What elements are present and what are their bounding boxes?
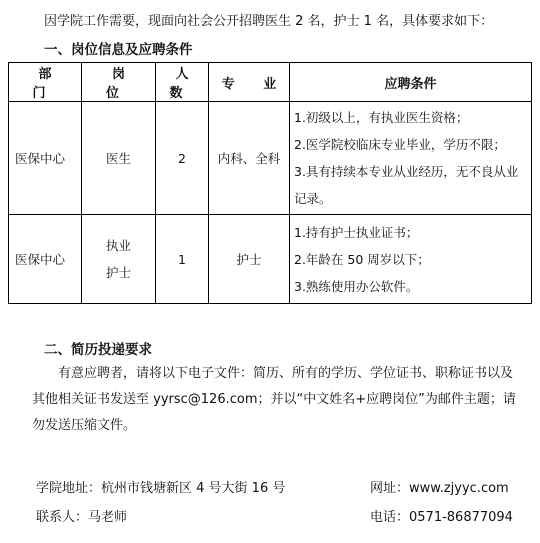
table-row — [9, 102, 532, 215]
header-requirements: 应聘条件 — [290, 63, 532, 102]
requirement-item: 2.年龄在 50 周岁以下； — [294, 251, 430, 267]
footer-website: 网址：www.zjyyc.com — [370, 481, 509, 496]
table-row — [9, 215, 532, 304]
section2-title: 二、简历投递要求 — [44, 342, 152, 358]
cell-position: 执业 护士 — [82, 215, 156, 304]
footer-phone: 电话：0571-86877094 — [370, 510, 513, 525]
section2-body: 有意应聘者，请将以下电子文件：简历、所有的学历、学位证书、职称证书以及其他相关证书发送至 yyrsc@126.com；并以“中文姓名+应聘岗位”为邮件主题；请勿发送压缩文件。 — [32, 366, 516, 433]
header-position: 岗 位 — [82, 63, 156, 102]
requirement-item: 1.持有护士执业证书； — [294, 224, 419, 240]
requirement-item: 1.初级以上，有执业医生资格； — [294, 110, 469, 125]
header-count: 人 数 — [156, 63, 209, 102]
section1-title: 一、岗位信息及应聘条件 — [44, 42, 193, 58]
cell-department: 医保中心 — [9, 215, 82, 304]
requirement-item: 3.具有持续本专业从业经历，无不良从业记录。 — [294, 164, 519, 206]
cell-requirements — [290, 102, 532, 215]
footer-contact: 联系人：马老师 — [36, 510, 128, 525]
cell-position: 医生 — [82, 102, 156, 215]
intro-text: 因学院工作需要，现面向社会公开招聘医生 2 名，护士 1 名，具体要求如下： — [44, 14, 494, 29]
table-header-row — [9, 63, 532, 102]
cell-department: 医保中心 — [9, 102, 82, 215]
cell-count: 1 — [156, 215, 209, 304]
cell-major: 内科、全科 — [209, 102, 290, 215]
job-table — [8, 62, 532, 304]
cell-major: 护士 — [209, 215, 290, 304]
cell-count: 2 — [156, 102, 209, 215]
header-major: 专 业 — [209, 63, 290, 102]
header-department: 部 门 — [9, 63, 82, 102]
requirement-item: 3.熟练使用办公软件。 — [294, 278, 419, 294]
requirement-item: 2.医学院校临床专业毕业，学历不限； — [294, 137, 506, 152]
cell-requirements — [290, 215, 532, 304]
footer-address: 学院地址：杭州市钱塘新区 4 号大街 16 号 — [36, 481, 286, 496]
